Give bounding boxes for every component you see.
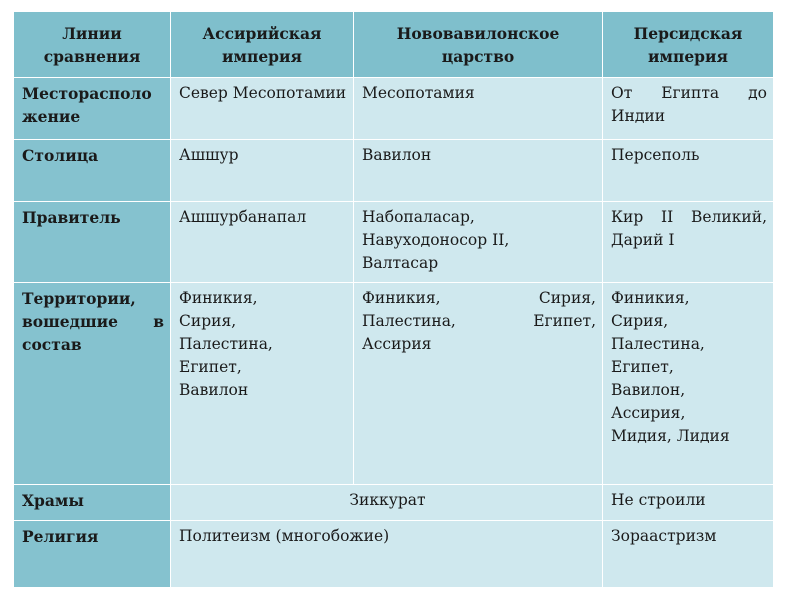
header-persian-empire: Персидская империя [603,12,774,78]
row-capital [14,140,774,202]
row-temples [14,485,774,521]
row-location [14,78,774,140]
cell-capital-neobabylon: Вавилон [354,140,603,202]
header-neo-babylonian-kingdom: Нововавилонское царство [354,12,603,78]
cell-location-persia-text: От Египта до Индии [611,84,767,125]
row-ruler [14,202,774,283]
row-label-religion: Религия [14,521,171,588]
row-label-capital: Столица [14,140,171,202]
cell-territories-assyria: Финикия, Сирия, Палестина, Египет, Вавилон [171,283,354,485]
cell-ruler-neobabylon: Набопаласар, Навуходоносор II, Валтасар [354,202,603,283]
comparison-table [13,11,774,588]
cell-capital-persia: Персеполь [603,140,774,202]
cell-religion-assyria-neobabylon: Политеизм (многобожие) [171,521,603,588]
cell-capital-assyria: Ашшур [171,140,354,202]
cell-territories-neobabylon: Финикия, Сирия, Палестина, Египет, Ассирия [354,283,603,485]
cell-temples-persia: Не строили [603,485,774,521]
cell-territories-persia: Финикия, Сирия, Палестина, Египет, Вавилон, Ассирия, Мидия, Лидия [603,283,774,485]
cell-location-assyria: Север Месопотамии [171,78,354,140]
row-label-temples: Храмы [14,485,171,521]
cell-location-persia [603,78,774,140]
header-row [14,12,774,78]
cell-religion-persia: Зораастризм [603,521,774,588]
header-comparison-lines: Линии сравнения [14,12,171,78]
row-label-location: Месторасположение [14,78,171,140]
row-religion [14,521,774,588]
row-territories [14,283,774,485]
row-label-ruler: Правитель [14,202,171,283]
header-assyrian-empire: Ассирийская империя [171,12,354,78]
cell-ruler-persia: Кир II Великий, Дарий I [603,202,774,283]
row-label-territories: Территории, вошедшие в состав [14,283,171,485]
cell-temples-assyria-neobabylon: Зиккурат [171,485,603,521]
cell-location-neobabylon: Месопотамия [354,78,603,140]
cell-ruler-assyria: Ашшурбанапал [171,202,354,283]
